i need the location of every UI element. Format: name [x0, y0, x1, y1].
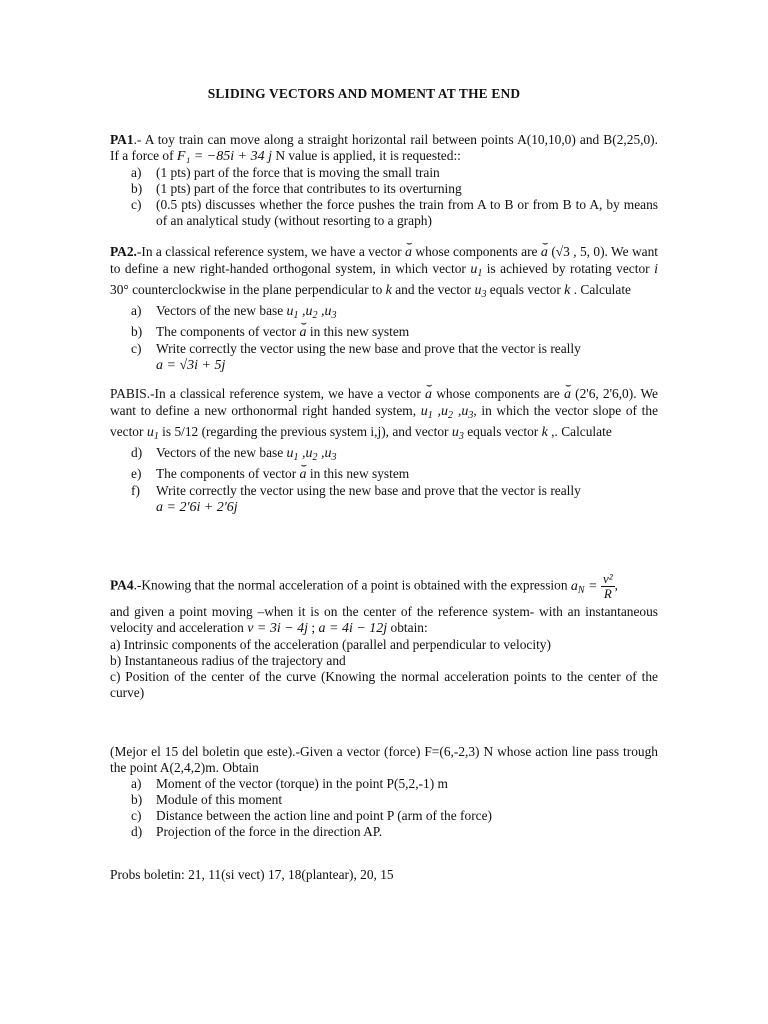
- pa4-item-list: [110, 637, 658, 701]
- footer-problem-list: Probs boletin: 21, 11(si vect) 17, 18(plantear), 20, 15: [110, 867, 394, 882]
- list-item: c) (0.5 pts) discusses whether the force pushes the train from A to B or from B to A, by means of an analytical study (without resorting to a graph): [131, 197, 658, 228]
- pa2-intro: PA2.-In a classical reference system, we have a vector ⌣ a whose components are ⌣ a (√3 , 5, 0). We want to define a new right-handed orthogonal system, in which vector $u_1$ is achieved by rotating vector i 30° counterclockwise in the plane perpendicular to k and the vector $u_3$ equals vector k . Calculate: [110, 244, 658, 303]
- problem-force-moment: [110, 744, 658, 840]
- list-item: a) (1 pts) part of the force that is moving the small train: [131, 165, 440, 180]
- problem-pa1: [110, 132, 658, 229]
- pa1-label: PA1: [110, 132, 134, 147]
- pa4-conditions: and given a point moving –when it is on the center of the reference system- with an instantaneous velocity and acceleration v = 3i − 4j ; a = 4i − 12j obtain:: [110, 604, 658, 636]
- list-item: d) Vectors of the new base $u_1$ $,u_2$ $,u_3$: [131, 445, 337, 463]
- list-item: c) Distance between the action line and point P (arm of the force): [131, 808, 493, 823]
- pabis-intro: PABIS.-In a classical reference system, we have a vector ⌣ a whose components are ⌣ a (2'6, 2'6,0). We want to define a new orthonormal right handed system, $u_1$ $,u_2$ $,u_3$, in which the vector slope of the vector $u_1$ is 5/12 (regarding the previous system i,j), and vector $u_3$ equals vector k ,. Calculate: [110, 386, 658, 445]
- list-item: c) Position of the center of the curve (Knowing the normal acceleration points to the center of the curve): [110, 669, 658, 700]
- list-item: b) Module of this moment: [131, 792, 283, 807]
- pa1-item-list: [110, 165, 658, 229]
- pa1-force-expression: F₁ = −85i + 34 j: [176, 149, 272, 164]
- pa2-vector-expression: a = √3i + 5j: [156, 358, 226, 373]
- force-moment-intro: (Mejor el 15 del boletin que este).-Given a vector (force) F=(6,-2,3) N whose action line pass trough the point A(2,4,2)m. Obtain: [110, 744, 658, 775]
- list-item: d) Projection of the force in the direction AP.: [131, 824, 383, 839]
- vector-a-symbol: ⌣ a: [405, 245, 412, 261]
- normal-acceleration-fraction: $\frac{\text{v²}}{R}$: [603, 571, 613, 601]
- problem-pa2: [110, 244, 658, 374]
- pa4-label: PA4: [110, 577, 134, 593]
- list-item: f) Write correctly the vector using the new base and prove that the vector is really a = 2'6i + 2'6j: [131, 483, 581, 515]
- list-item: a) Intrinsic components of the acceleration (parallel and perpendicular to velocity): [110, 637, 551, 652]
- pa2-label: PA2.: [110, 244, 137, 259]
- list-item: a) Moment of the vector (torque) in the point P(5,2,-1) m: [131, 776, 448, 791]
- list-item: c) Write correctly the vector using the new base and prove that the vector is really a = √3i + 5j: [131, 341, 581, 373]
- acceleration-expression: a = 4i − 12j: [318, 621, 388, 636]
- pabis-vector-expression: a = 2'6i + 2'6j: [156, 500, 238, 515]
- list-item: b) Instantaneous radius of the trajectory and: [110, 653, 346, 668]
- pabis-item-list: [110, 445, 658, 516]
- list-item: e) The components of vector ⌣ a in this new system: [110, 466, 658, 483]
- page-title: SLIDING VECTORS AND MOMENT AT THE END: [207, 86, 521, 101]
- list-item: a) Vectors of the new base $u_1$ $,u_2$ $,u_3$: [131, 303, 337, 321]
- problem-pabis: [110, 386, 658, 516]
- pa2-item-list: [110, 303, 658, 374]
- list-item: b) (1 pts) part of the force that contributes to its overturning: [131, 181, 462, 196]
- list-item: b) The components of vector ⌣ a in this new system: [110, 324, 658, 341]
- problem-pa4: [110, 572, 658, 701]
- velocity-expression: v = 3i − 4j: [247, 621, 309, 636]
- pa1-intro: PA1.- A toy train can move along a straight horizontal rail between points A(10,10,0) and B(2,25,0). If a force of F₁ = −85i + 34 j N value is applied, it is requested::: [110, 132, 658, 164]
- pa4-intro: PA4.-Knowing that the normal acceleration of a point is obtained with the expression $a_N$ = $\frac{\text{v²}}{R}$ ,: [110, 571, 619, 601]
- force-moment-item-list: [110, 776, 658, 840]
